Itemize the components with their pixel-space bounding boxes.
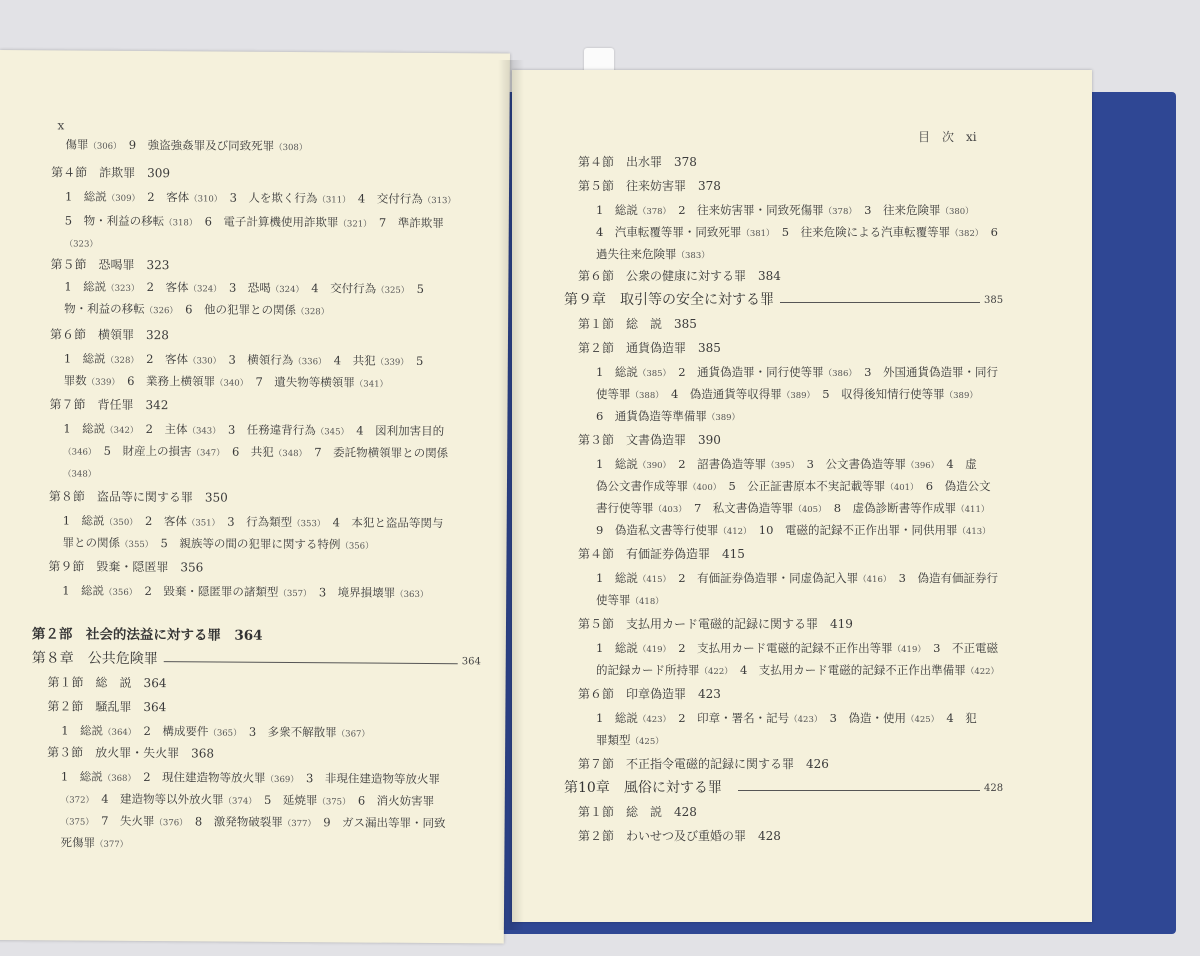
toc-item-line: 使等罪（388） 4 偽造通貨等収得罪（389） 5 収得後知情行使等罪（389） xyxy=(596,387,978,401)
toc-part-heading: 第２部 社会的法益に対する罪 364 xyxy=(31,626,263,644)
toc-sec-heading: 第２節 騒乱罪 364 xyxy=(47,699,167,715)
left-running-head: x xyxy=(57,118,65,133)
toc-item-line: 4 汽車転覆等罪・同致死罪（381） 5 往来危険による汽車転覆等罪（382） 6 xyxy=(596,225,998,239)
toc-sec-heading: 第２節 通貨偽造罪 385 xyxy=(578,341,721,355)
right-running-head: 目 次 xi xyxy=(918,130,977,144)
toc-sec-heading: 第４節 詐欺罪 309 xyxy=(51,165,171,181)
toc-sec-heading: 第１節 総 説 428 xyxy=(578,805,697,819)
toc-chap-heading: 第８章 公共危険罪 xyxy=(31,650,158,668)
toc-item-line: 的記録カード所持罪（422） 4 支払用カード電磁的記録不正作出準備罪（422） xyxy=(596,663,1000,677)
toc-item-line: （348） xyxy=(63,469,97,480)
toc-sec-heading: 第４節 出水罪 378 xyxy=(578,155,697,169)
toc-item-line: 1 総説（350） 2 客体（351） 3 行為類型（353） 4 本犯と盗品等関与 xyxy=(62,513,444,531)
toc-sec-heading: 第６節 横領罪 328 xyxy=(49,327,169,343)
toc-item-line: 1 総説（342） 2 主体（343） 3 任務違背行為（345） 4 図利加害目的 xyxy=(63,421,445,439)
toc-sec-heading: 第７節 背任罪 342 xyxy=(49,397,169,413)
toc-sec-heading: 第３節 文書偽造罪 390 xyxy=(578,433,721,447)
toc-sec-heading: 第３節 放火罪・失火罪 368 xyxy=(47,745,215,761)
toc-item-line: 罪類型（425） xyxy=(596,733,664,747)
chapter-page-number: 385 xyxy=(984,295,1004,306)
toc-item-line: 1 総説（323） 2 客体（324） 3 恐喝（324） 4 交付行為（325） 5 xyxy=(64,279,424,296)
toc-chap-heading: 第９章 取引等の安全に対する罪 xyxy=(564,292,774,308)
toc-item-line: 1 総説（368） 2 現住建造物等放火罪（369） 3 非現住建造物等放火罪 xyxy=(60,769,440,787)
toc-item-line: 物・利益の移転（326） 6 他の犯罪との関係（328） xyxy=(64,301,330,318)
toc-sec-heading: 第５節 支払用カード電磁的記録に関する罪 419 xyxy=(578,617,853,631)
left-page xyxy=(0,50,510,944)
chapter-leader-line xyxy=(738,790,980,791)
toc-sec-heading: 第６節 公衆の健康に対する罪 384 xyxy=(578,269,781,283)
chapter-page-number: 428 xyxy=(984,783,1004,794)
toc-item-line: 1 総説（415） 2 有価証券偽造罪・同虚偽記入罪（416） 3 偽造有価証券行 xyxy=(596,571,998,585)
toc-item-line: 罪数（339） 6 業務上横領罪（340） 7 遺失物等横領罪（341） xyxy=(63,373,389,390)
toc-sec-heading: 第２節 わいせつ及び重婚の罪 428 xyxy=(578,829,781,843)
toc-item-line: 使等罪（418） xyxy=(596,593,664,607)
chapter-leader-line xyxy=(780,302,980,303)
toc-item-line: 1 総説（390） 2 詔書偽造等罪（395） 3 公文書偽造等罪（396） 4 虚 xyxy=(596,457,977,471)
toc-item-line: 1 総説（378） 2 往来妨害罪・同致死傷罪（378） 3 往来危険罪（380） xyxy=(596,203,974,217)
toc-sec-heading: 第９節 毀棄・隠匿罪 356 xyxy=(48,559,204,575)
toc-item-line: 1 総説（328） 2 客体（330） 3 横領行為（336） 4 共犯（339） 5 xyxy=(63,351,424,368)
toc-sec-heading: 第７節 不正指令電磁的記録に関する罪 426 xyxy=(578,757,829,771)
toc-sec-heading: 第６節 印章偽造罪 423 xyxy=(578,687,721,701)
right-page xyxy=(512,70,1092,922)
toc-item-line: 死傷罪（377） xyxy=(60,835,129,850)
toc-sec-heading: 第８節 盗品等に関する罪 350 xyxy=(48,489,228,505)
toc-sec-heading: 第４節 有価証券偽造罪 415 xyxy=(578,547,745,561)
chapter-leader-line xyxy=(164,661,458,664)
toc-item-line: 1 総説（364） 2 構成要件（365） 3 多衆不解散罪（367） xyxy=(61,723,370,740)
book-gutter xyxy=(498,60,524,930)
toc-item-line: 偽公文書作成等罪（400） 5 公正証書原本不実記載等罪（401） 6 偽造公文 xyxy=(596,479,991,493)
toc-sec-heading: 第５節 恐喝罪 323 xyxy=(50,257,170,273)
toc-item-line: 6 通貨偽造等準備罪（389） xyxy=(596,409,741,423)
toc-item-line: 1 総説（356） 2 毀棄・隠匿罪の諸類型（357） 3 境界損壊罪（363） xyxy=(62,583,429,601)
toc-item-line: （346） 5 財産上の損害（347） 6 共犯（348） 7 委託物横領罪との関係 xyxy=(63,443,449,461)
toc-item-line: 1 総説（385） 2 通貨偽造罪・同行使等罪（386） 3 外国通貨偽造罪・同行 xyxy=(596,365,998,379)
toc-item-line: 過失往来危険罪（383） xyxy=(596,247,710,261)
toc-item-line: 5 物・利益の移転（318） 6 電子計算機使用詐欺罪（321） 7 準詐欺罪 xyxy=(64,213,444,231)
toc-item-line: 書行使等罪（403） 7 私文書偽造等罪（405） 8 虚偽診断書等作成罪（411） xyxy=(596,501,990,515)
toc-sec-heading: 第１節 総 説 385 xyxy=(578,317,697,331)
toc-sec-heading: 第５節 往来妨害罪 378 xyxy=(578,179,721,193)
chapter-page-number: 364 xyxy=(461,656,481,668)
toc-item-line: （375） 7 失火罪（376） 8 激発物破裂罪（377） 9 ガス漏出等罪・同致 xyxy=(60,813,446,831)
toc-item-line: 1 総説（423） 2 印章・署名・記号（423） 3 偽造・使用（425） 4 犯 xyxy=(596,711,977,725)
toc-item-line: （372） 4 建造物等以外放火罪（374） 5 延焼罪（375） 6 消火妨害罪 xyxy=(60,791,435,809)
toc-item-line: 1 総説（309） 2 客体（310） 3 人を欺く行為（311） 4 交付行為（313） xyxy=(64,189,456,207)
toc-sec-heading: 第１節 総 説 364 xyxy=(47,675,167,691)
toc-item-line: 罪との関係（355） 5 親族等の間の犯罪に関する特例（356） xyxy=(62,535,374,552)
left-toc xyxy=(0,50,510,850)
toc-chap-heading: 第10章 風俗に対する罪 xyxy=(564,780,722,796)
toc-item-line: 傷罪（306） 9 強盗強姦罪及び同致死罪（308） xyxy=(65,137,308,154)
toc-item-line: 1 総説（419） 2 支払用カード電磁的記録不正作出等罪（419） 3 不正電磁 xyxy=(596,641,998,655)
toc-item-line: 9 偽造私文書等行使罪（412） 10 電磁的記録不正作出罪・同供用罪（413） xyxy=(596,523,991,537)
toc-item-line: （323） xyxy=(64,239,98,250)
